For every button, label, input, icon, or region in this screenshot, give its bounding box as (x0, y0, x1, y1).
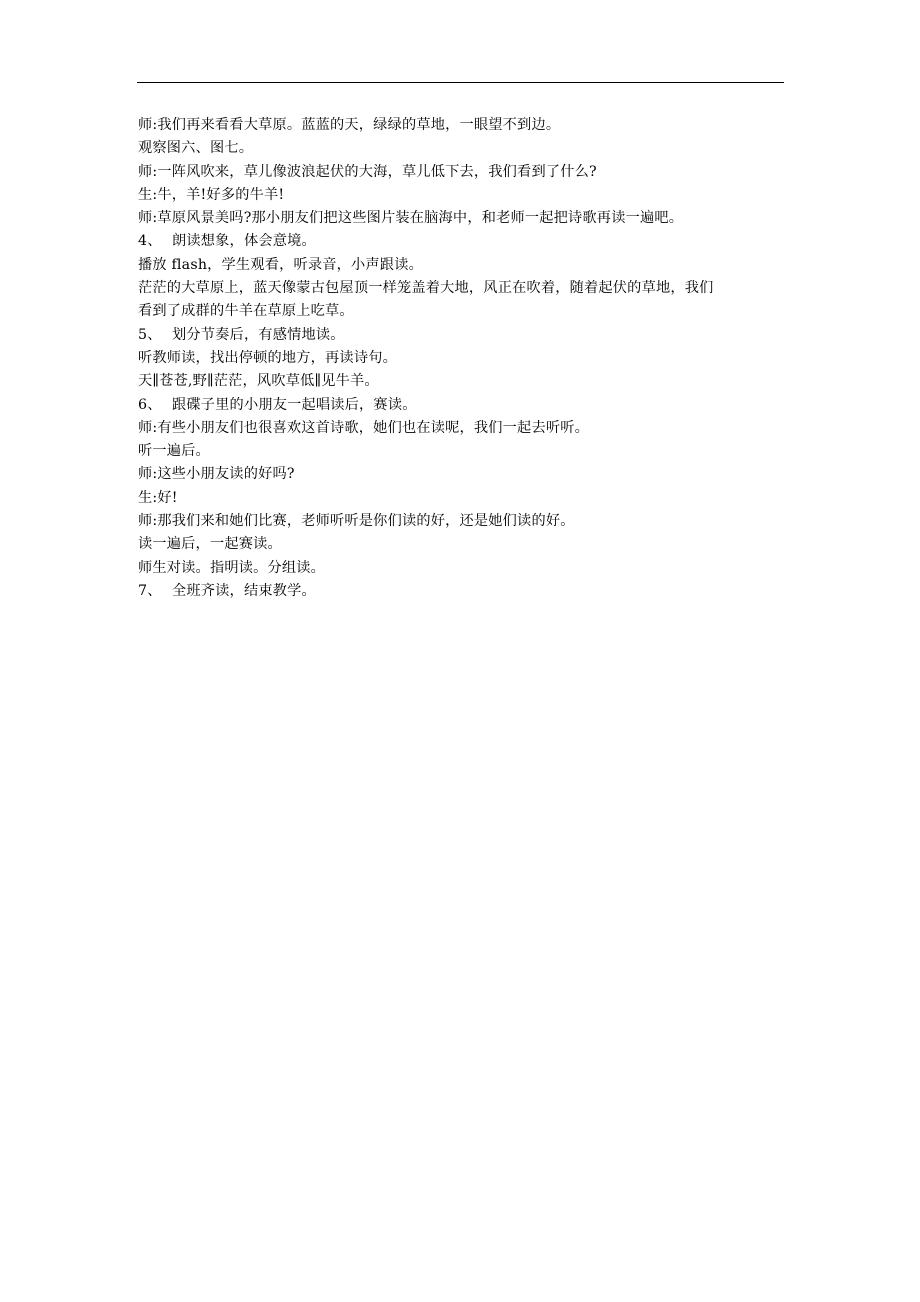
text-line: 师:一阵风吹来，草儿像波浪起伏的大海，草儿低下去，我们看到了什么? (138, 163, 597, 180)
text-line: 师生对读。指明读。分组读。 (138, 559, 326, 576)
step-text: 划分节奏后，有感情地读。 (172, 326, 345, 343)
step-number: 4、 (138, 233, 162, 250)
text-line: 师:我们再来看看大草原。蓝蓝的天，绿绿的草地，一眼望不到边。 (138, 117, 561, 133)
numbered-step (138, 230, 788, 253)
text-line: 师:那我们来和她们比赛，老师听听是你们读的好，还是她们读的好。 (138, 513, 575, 530)
text-line: 听教师读，找出停顿的地方，再读诗句。 (138, 349, 397, 366)
text-line: 天∥苍苍,野∥茫茫，风吹草低∥见牛羊。 (138, 373, 379, 390)
numbered-step (138, 394, 788, 417)
header-rule (137, 82, 784, 83)
text-line: 观察图六、图七。 (138, 140, 254, 157)
text-line: 师:草原风景美吗?那小朋友们把这些图片装在脑海中，和老师一起把诗歌再读一遍吧。 (138, 210, 684, 227)
text-line: 播放 flash，学生观看，听录音，小声跟读。 (138, 256, 423, 273)
document-body (138, 114, 788, 603)
text-line: 生:好! (138, 489, 178, 506)
step-number: 6、 (138, 396, 162, 413)
text-line: 茫茫的大草原上，蓝天像蒙古包屋顶一样笼盖着大地，风正在吹着，随着起伏的草地，我们 (138, 280, 714, 297)
step-text: 跟碟子里的小朋友一起唱读后，赛读。 (172, 396, 417, 413)
numbered-step (138, 324, 788, 347)
step-number: 7、 (138, 582, 162, 599)
text-line: 听一遍后。 (138, 443, 210, 460)
text-line: 生:牛，羊!好多的牛羊! (138, 186, 285, 203)
numbered-step (138, 580, 788, 603)
text-line: 师:有些小朋友们也很喜欢这首诗歌，她们也在读呢，我们一起去听听。 (138, 419, 589, 436)
text-line: 看到了成群的牛羊在草原上吃草。 (138, 303, 354, 320)
step-text: 全班齐读，结束教学。 (172, 582, 316, 599)
text-line: 师:这些小朋友读的好吗? (138, 466, 295, 483)
step-text: 朗读想象，体会意境。 (172, 233, 316, 250)
text-line: 读一遍后，一起赛读。 (138, 536, 282, 553)
step-number: 5、 (138, 326, 162, 343)
